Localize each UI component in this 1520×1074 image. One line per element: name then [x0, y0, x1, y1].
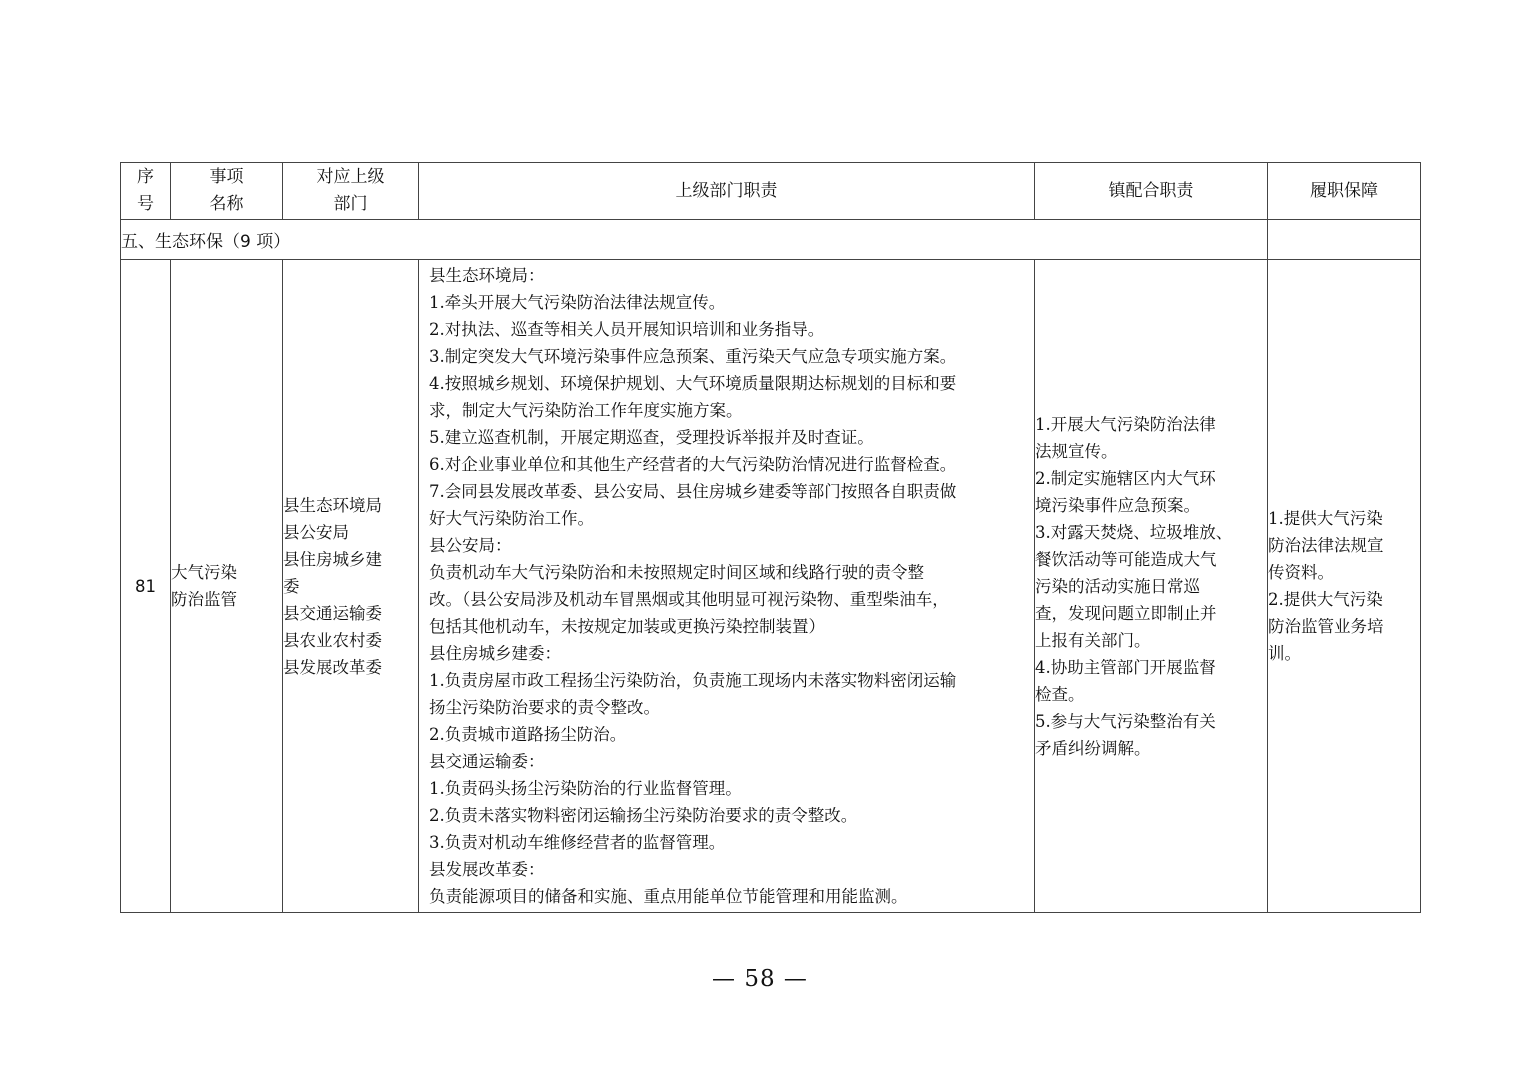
header-item-name: 事项 名称: [171, 163, 283, 220]
row-town-duties: 1.开展大气污染防治法律 法规宣传。 2.制定实施辖区内大气环 境污染事件应急预案。 3.对露天焚烧、垃圾堆放、 餐饮活动等可能造成大气 污染的活动实施日常巡 查，发现问题立即制止并 上报有关部门。 4.协助主管部门开展监督 检查。 5.参与大气污染整治有关 矛盾纠纷调解。: [1035, 260, 1268, 913]
header-upper-dept: 对应上级 部门: [283, 163, 419, 220]
page-number: — 58 —: [712, 966, 808, 992]
header-town-duties: 镇配合职责: [1035, 163, 1268, 220]
header-guarantee: 履职保障: [1268, 163, 1421, 220]
table-row: [121, 260, 1421, 913]
row-item-name: 大气污染 防治监管: [171, 260, 283, 913]
header-seq: 序 号: [121, 163, 171, 220]
section-empty-cell: [1268, 220, 1421, 260]
section-row: [121, 220, 1421, 260]
duty-table: [120, 162, 1421, 913]
header-upper-duties: 上级部门职责: [419, 163, 1035, 220]
row-upper-depts: 县生态环境局 县公安局 县住房城乡建 委 县交通运输委 县农业农村委 县发展改革委: [283, 260, 419, 913]
row-seq: 81: [121, 260, 171, 913]
section-title: 五、生态环保（9 项）: [121, 220, 1268, 260]
row-guarantee: 1.提供大气污染 防治法律法规宣 传资料。 2.提供大气污染 防治监管业务培 训。: [1268, 260, 1421, 913]
row-upper-duties: 县生态环境局： 1.牵头开展大气污染防治法律法规宣传。 2.对执法、巡查等相关人员开展知识培训和业务指导。 3.制定突发大气环境污染事件应急预案、重污染天气应急专项实施方案。 4.按照城乡规划、环境保护规划、大气环境质量限期达标规划的目标和要 求，制定大气污染防治工作年度实施方案。 5.建立巡查机制，开展定期巡查，受理投诉举报并及时查证。 6.对企业事业单位和其他生产经营者的大气污染防治情况进行监督检查。 7.会同县发展改革委、县公安局、县住房城乡建委等部门按照各自职责做 好大气污染防治工作。 县公安局： 负责机动车大气污染防治和未按照规定时间区域和线路行驶的责令整 改。（县公安局涉及机动车冒黑烟或其他明显可视污染物、重型柴油车， 包括其他机动车，未按规定加装或更换污染控制装置） 县住房城乡建委： 1.负责房屋市政工程扬尘污染防治，负责施工现场内未落实物料密闭运输 扬尘污染防治要求的责令整改。 2.负责城市道路扬尘防治。 县交通运输委： 1.负责码头扬尘污染防治的行业监督管理。 2.负责未落实物料密闭运输扬尘污染防治要求的责令整改。 3.负责对机动车维修经营者的监督管理。 县发展改革委： 负责能源项目的储备和实施、重点用能单位节能管理和用能监测。: [419, 260, 1035, 913]
table-header-row: [121, 163, 1421, 220]
